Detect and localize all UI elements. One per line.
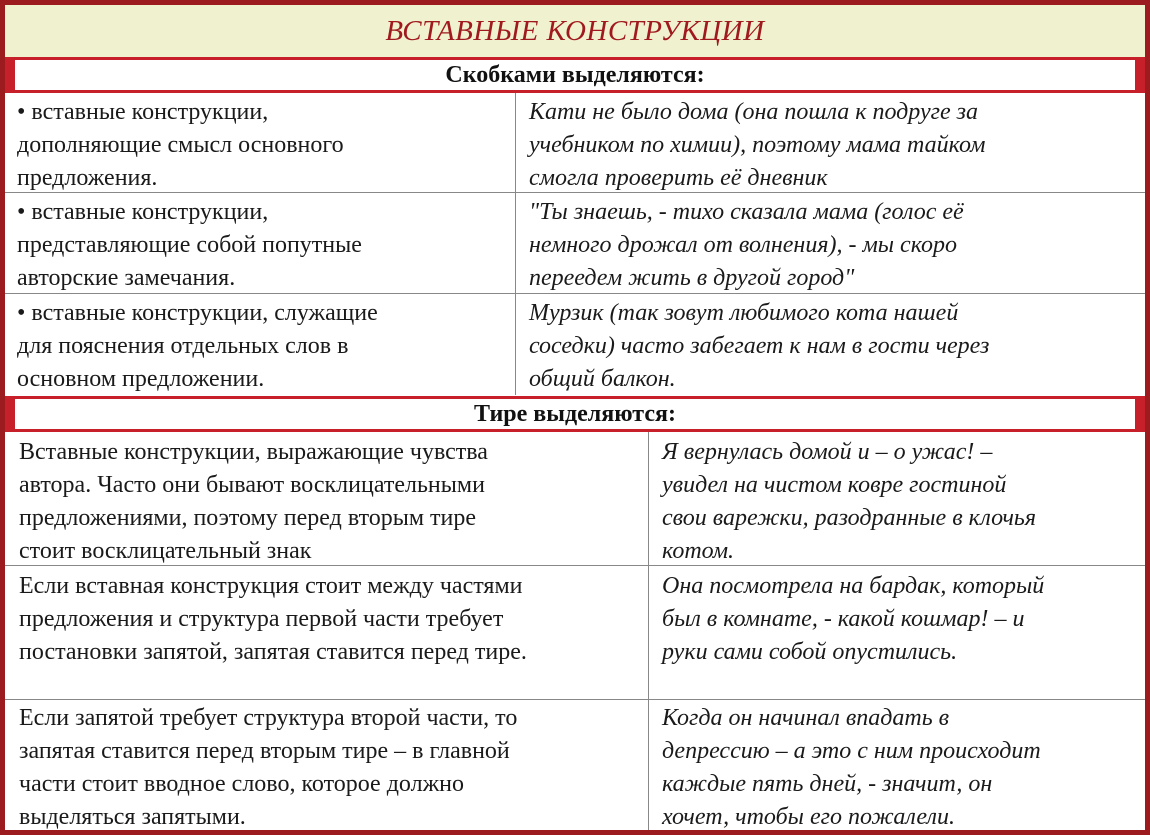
example-cell: [515, 294, 1145, 395]
rule-line: представляющие собой попутные: [17, 232, 362, 258]
example-line: переедем жить в другой город": [529, 265, 855, 291]
example-line: Кати не было дома (она пошла к подруге за: [529, 99, 978, 125]
rule-line: Если вставная конструкция стоит между частями: [19, 573, 523, 599]
rule-cell: [5, 93, 515, 192]
example-line: Мурзик (так зовут любимого кота нашей: [529, 300, 959, 326]
example-line: свои варежки, разодранные в клочья: [662, 505, 1036, 531]
example-cell: [648, 566, 1145, 699]
rule-line: • вставные конструкции,: [17, 99, 269, 125]
rule-line: стоит восклицательный знак: [19, 538, 312, 564]
rule-line: выделяться запятыми.: [19, 804, 246, 830]
table-row: [5, 193, 1145, 294]
example-cell: [648, 700, 1145, 830]
rule-line: • вставные конструкции,: [17, 199, 269, 225]
rule-line: постановки запятой, запятая ставится перед тире.: [19, 639, 527, 665]
table-row: [5, 294, 1145, 395]
example-line: учебником по химии), поэтому мама тайком: [529, 132, 986, 158]
rule-line: для пояснения отдельных слов в: [17, 333, 349, 359]
rule-line: предложения и структура первой части требует: [19, 606, 504, 632]
example-line: Я вернулась домой и – о ужас! –: [662, 439, 993, 465]
rule-line: предложениями, поэтому перед вторым тире: [19, 505, 477, 531]
example-line: смогла проверить её дневник: [529, 165, 828, 191]
example-line: немного дрожал от волнения), - мы скоро: [529, 232, 958, 258]
section-header-label: Скобками выделяются:: [445, 61, 705, 88]
title-bar: [5, 5, 1145, 57]
example-cell: [515, 193, 1145, 293]
rule-cell: [5, 566, 648, 699]
rule-line: дополняющие смысл основного: [17, 132, 344, 158]
rule-line: части стоит вводное слово, которое должно: [19, 771, 465, 797]
section-header-label: Тире выделяются:: [474, 400, 676, 427]
rule-cell: [5, 193, 515, 293]
example-line: руки сами собой опустились.: [662, 639, 958, 665]
rule-line: автора. Часто они бывают восклицательными: [19, 472, 485, 498]
example-line: "Ты знаешь, - тихо сказала мама (голос её: [529, 199, 964, 225]
example-cell: [515, 93, 1145, 192]
slide-title: ВСТАВНЫЕ КОНСТРУКЦИИ: [385, 14, 765, 47]
example-line: Она посмотрела на бардак, который: [662, 573, 1045, 599]
example-line: общий балкон.: [529, 366, 676, 392]
table-row: [5, 93, 1145, 193]
example-line: депрессию – а это с ним происходит: [662, 738, 1041, 764]
example-line: был в комнате, - какой кошмар! – и: [662, 606, 1025, 632]
table-row: [5, 700, 1145, 830]
rule-line: основном предложении.: [17, 366, 265, 392]
rule-line: запятая ставится перед вторым тире – в главной: [19, 738, 510, 764]
rule-cell: [5, 700, 648, 830]
section-header-brackets: [5, 57, 1145, 93]
example-cell: [648, 432, 1145, 565]
example-line: каждые пять дней, - значит, он: [662, 771, 993, 797]
table-row: [5, 566, 1145, 700]
rule-cell: [5, 432, 648, 565]
example-line: соседки) часто забегает к нам в гости через: [529, 333, 990, 359]
section-header-dashes: [5, 396, 1145, 432]
example-line: увидел на чистом ковре гостиной: [662, 472, 1007, 498]
rule-line: предложения.: [17, 165, 158, 191]
example-line: хочет, чтобы его пожалели.: [662, 804, 955, 830]
rule-line: авторские замечания.: [17, 265, 236, 291]
example-line: Когда он начинал впадать в: [662, 705, 950, 731]
example-line: котом.: [662, 538, 735, 564]
rule-line: Вставные конструкции, выражающие чувства: [19, 439, 488, 465]
rule-cell: [5, 294, 515, 395]
rule-line: Если запятой требует структура второй части, то: [19, 705, 518, 731]
rule-line: • вставные конструкции, служащие: [17, 300, 378, 326]
table-row: [5, 432, 1145, 566]
